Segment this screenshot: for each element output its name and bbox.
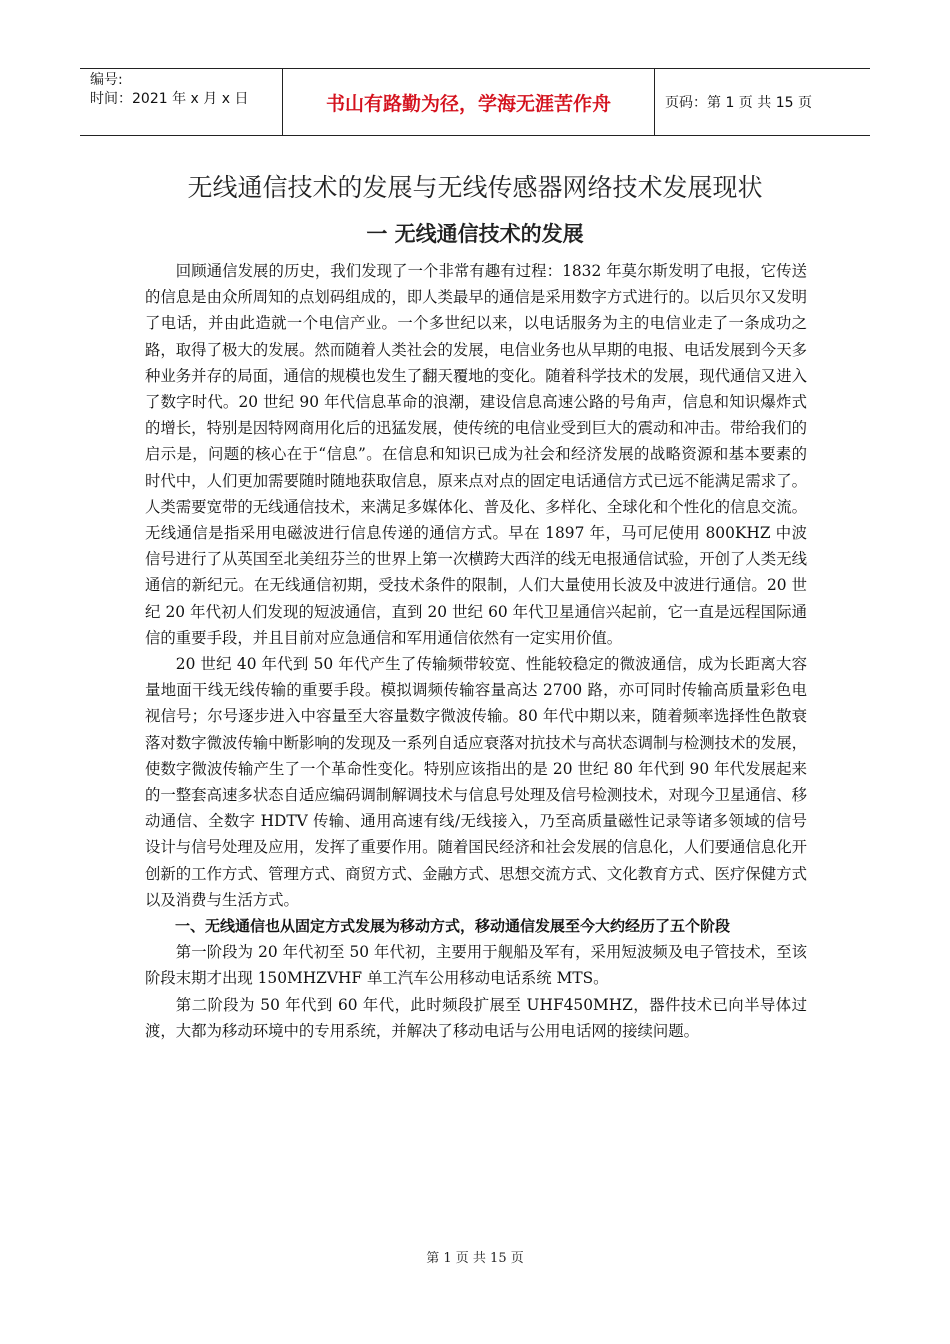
motto-text: 书山有路勤为径，学海无涯苦作舟 bbox=[282, 69, 655, 135]
document-body bbox=[145, 258, 807, 1044]
paragraph-microwave: 20 世纪 40 年代到 50 年代产生了传输频带较宽、性能较稳定的微波通信，成为长距离大容量地面干线无线传输的重要手段。模拟调频传输容量高达 2700 路，亦可同时传输高质量彩色电视信号；尔号逐步进入中容量至大容量数字微波传输。80 年代中期以来，随着频率选择性色散衰落对数字微波传输中断影响的发现及一系列自适应衰落对抗技术与高状态调制与检测技术的发展，使数字微波传输产生了一个革命性变化。特别应该指出的是 20 世纪 80 年代到 90 年代发展起来的一整套高速多状态自适应编码调制解调技术与信息号处理及信号检测技术，对现今卫星通信、移动通信、全数字 HDTV 传输、通用高速有线/无线接入，乃至高质量磁性记录等诸多领域的信号设计与信号处理及应用，发挥了重要作用。随着国民经济和社会发展的信息化，人们要通信息化开创新的工作方式、管理方式、商贸方式、金融方式、思想交流方式、文化教育方式、医疗保健方式以及消费与生活方式。 bbox=[145, 655, 807, 909]
section-heading-mobile: 一、无线通信也从固定方式发展为移动方式，移动通信发展至今大约经历了五个阶段 bbox=[175, 917, 731, 936]
document-title: 无线通信技术的发展与无线传感器网络技术发展现状 bbox=[187, 173, 763, 202]
paragraph-history: 回顾通信发展的历史，我们发现了一个非常有趣有过程：1832 年莫尔斯发明了电报，它传送的信息是由众所周知的点划码组成的，即人类最早的通信是采用数字方式进行的。以后贝尔又发明了电话，并由此造就一个电信产业。一个多世纪以来，以电话服务为主的电信业走了一条成功之路，取得了极大的发展。然而随着人类社会的发展，电信业务也从早期的电报、电话发展到今天多种业务并存的局面，通信的规模也发生了翻天覆地的变化。随着科学技术的发展，现代通信又进入了数字时代。20 世纪 90 年代信息革命的浪潮，建设信息高速公路的号角声，信息和知识爆炸式的增长，特别是因特网商用化后的迅猛发展，使传统的电信业受到巨大的震动和冲击。带给我们的启示是，问题的核心在于“信息”。在信息和知识已成为社会和经济发展的战略资源和基本要素的时代中，人们更加需要随时随地获取信息，原来点对点的固定电话通信方式已远不能满足需求了。人类需要宽带的无线通信技术，来满足多媒体化、普及化、多样化、全球化和个性化的信息交流。无线通信是指采用电磁波进行信息传递的通信方式。早在 1897 年，马可尼使用 800KHZ 中波信号进行了从英国至北美纽芬兰的世界上第一次横跨大西洋的线无电报通信试验，开创了人类无线通信的新纪元。在无线通信初期，受技术条件的限制，人们大量使用长波及中波进行通信。20 世纪 20 年代初人们发现的短波通信，直到 20 世纪 60 年代卫星通信兴起前，它一直是远程国际通信的重要手段，并且目前对应急通信和军用通信依然有一定实用价值。 bbox=[145, 262, 807, 647]
paragraph-stage-one: 第一阶段为 20 年代初至 50 年代初，主要用于舰船及军有，采用短波频及电子管技术，至该阶段末期才出现 150MHZVHF 单工汽车公用移动电话系统 MTS。 bbox=[145, 943, 807, 988]
header-table bbox=[80, 68, 870, 136]
paragraph-stage-two: 第二阶段为 50 年代到 60 年代，此时频段扩展至 UHF450MHZ，器件技术已向半导体过渡，大都为移动环境中的专用系统，并解决了移动电话与公用电话网的接续问题。 bbox=[145, 995, 807, 1040]
section-subtitle: 一 无线通信技术的发展 bbox=[366, 221, 584, 246]
page-footer: 第 1 页 共 15 页 bbox=[426, 1251, 524, 1266]
number-label: 编号: bbox=[90, 72, 123, 88]
header-left-cell bbox=[80, 69, 282, 135]
page-info: 页码：第 1 页 共 15 页 bbox=[665, 95, 812, 111]
date-label: 时间：2021 年 x 月 x 日 bbox=[90, 91, 249, 107]
